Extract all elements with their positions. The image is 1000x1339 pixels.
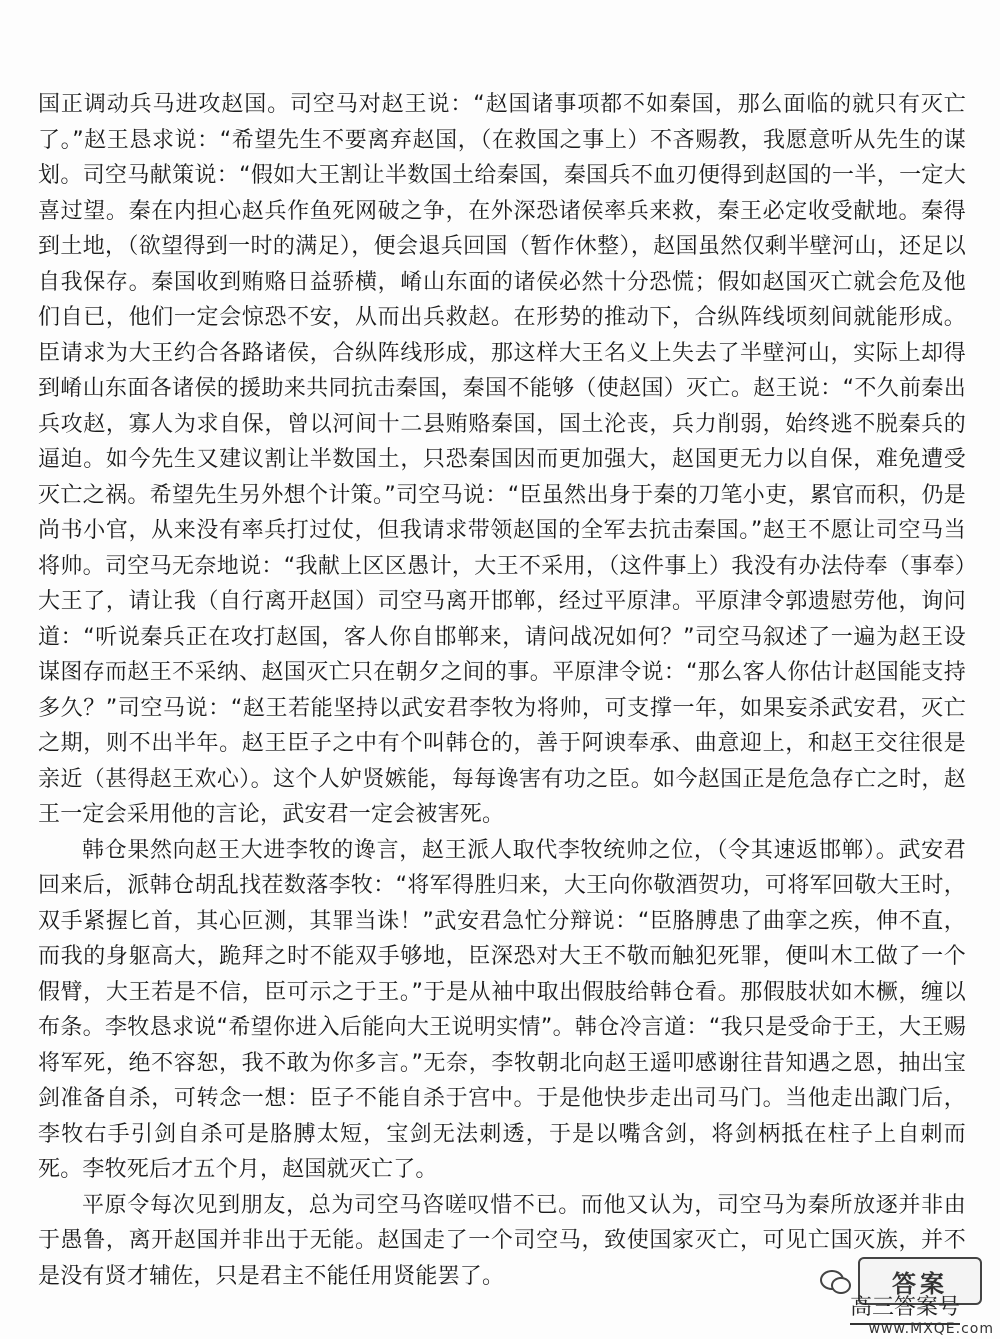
account-name: 高三答案号 [850,1290,960,1325]
logo-badge: 答案 [858,1257,982,1305]
wechat-icon [820,1268,850,1294]
site-url: www.MXQE.com [868,1321,994,1337]
paragraph-3: 平原令每次见到朋友，总为司空马咨嗟叹惜不已。而他又认为，司空马为秦所放逐并非由于愚鲁，离开赵国并非出于无能。赵国走了一个司空马，致使国家灭亡，可见亡国灭族，并不是没有贤才辅佐，只是君主不能任用贤能罢了。 [38,1192,966,1289]
article-body [38,87,966,1294]
paragraph-2: 韩仓果然向赵王大进李牧的谗言，赵王派人取代李牧统帅之位，（令其速返邯郸）。武安君回来后，派韩仓胡乱找茬数落李牧：“将军得胜归来，大王向你敬酒贺功，可将军回敬大王时，双手紧握匕首，其心叵测，其罪当诛！”武安君急忙分辩说：“臣胳膊患了曲挛之疾，伸不直，而我的身躯高大，跪拜之时不能双手够地，臣深恐对大王不敬而触犯死罪，便叫木工做了一个假臂，大王若是不信，臣可示之于王。”于是从袖中取出假肢给韩仓看。那假肢状如木橛，缠以布条。李牧恳求说“希望你进入后能向大王说明实情”。韩仓冷言道：“我只是受命于王，大王赐将军死，绝不容恕，我不敢为你多言。”无奈，李牧朝北向赵王遥叩感谢往昔知遇之恩，抽出宝剑准备自杀，可转念一想：臣子不能自杀于宫中。于是他快步走出司马门。当他走出諏门后，李牧右手引剑自杀可是胳膊太短，宝剑无法刺透，于是以嘴含剑，将剑柄抵在柱子上自刺而死。李牧死后才五个月，赵国就灭亡了。 [38,837,966,1182]
paragraph-1: 国正调动兵马进攻赵国。司空马对赵王说：“赵国诸事项都不如秦国，那么面临的就只有灭亡了。”赵王恳求说：“希望先生不要离弃赵国，（在救国之事上）不吝赐教，我愿意听从先生的谋划。司空马献策说：“假如大王割让半数国土给秦国，秦国兵不血刃便得到赵国的一半，一定大喜过望。秦在内担心赵兵作鱼死网破之争，在外深恐诸侯率兵来救，秦王必定收受献地。秦得到土地，（欲望得到一时的满足），便会退兵回国（暂作休整），赵国虽然仅剩半壁河山，还足以自我保存。秦国收到贿赂日益骄横，崤山东面的诸侯必然十分恐慌；假如赵国灭亡就会危及他们自已，他们一定会惊恐不安，从而出兵救赵。在形势的推动下，合纵阵线顷刻间就能形成。臣请求为大王约合各路诸侯，合纵阵线形成，那这样大王名义上失去了半壁河山，实际上却得到崤山东面各诸侯的援助来共同抗击秦国，秦国不能够（使赵国）灭亡。赵王说：“不久前秦出兵攻赵，寡人为求自保，曾以河间十二县贿赂秦国，国土沦丧，兵力削弱，始终逃不脱秦兵的逼迫。如今先生又建议割让半数国土，只恐秦国因而更加强大，赵国更无力以自保，难免遭受灭亡之祸。希望先生另外想个计策。”司空马说：“臣虽然出身于秦的刀笔小吏，累官而积，仍是尚书小官，从来没有率兵打过仗，但我请求带领赵国的全军去抗击秦国。”赵王不愿让司空马当将帅。司空马无奈地说：“我献上区区愚计，大王不采用，（这件事上）我没有办法侍奉（事奉）大王了，请让我（自行离开赵国）司空马离开邯郸，经过平原津。平原津令郭遗慰劳他，询问道：“听说秦兵正在攻打赵国，客人你自邯郸来，请问战况如何？”司空马叙述了一遍为赵王设谋图存而赵王不采纳、赵国灭亡只在朝夕之间的事。平原津令说：“那么客人你估计赵国能支持多久？”司空马说：“赵王若能坚持以武安君李牧为将帅，可支撑一年，如果妄杀武安君，灭亡之期，则不出半年。赵王臣子之中有个叫韩仓的，善于阿谀奉承、曲意迎上，和赵王交往很是亲近（甚得赵王欢心）。这个人妒贤嫉能，每每谗害有功之臣。如今赵国正是危急存亡之时，赵王一定会采用他的言论，武安君一定会被害死。 [38,92,966,827]
